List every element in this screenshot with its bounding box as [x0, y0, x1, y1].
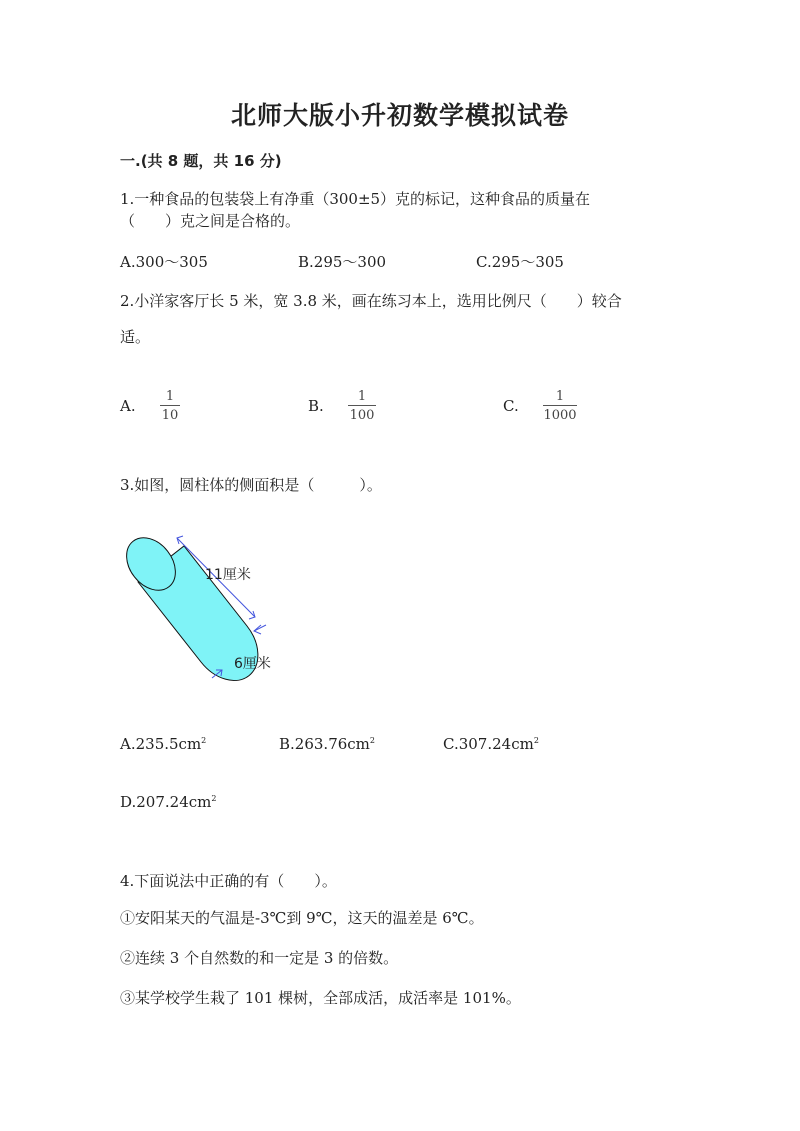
question-3-option-b: $B.263.76cm^2$	[279, 735, 375, 753]
cylinder-length-label: 11厘米	[205, 567, 251, 583]
question-1-text-line2: （ ）克之间是合格的。	[120, 212, 301, 230]
fraction-bar	[160, 405, 180, 406]
fraction-denominator: 10	[161, 408, 179, 423]
question-2-text-line2: 适。	[120, 328, 151, 346]
question-2-option-c-fraction	[543, 389, 577, 423]
question-1-option-c: C.295～305	[476, 253, 564, 271]
fraction-numerator: 1	[555, 389, 565, 404]
fraction-denominator: 100	[349, 408, 375, 423]
question-4-statement-3: ③某学校学生栽了 101 棵树，全部成活，成活率是 101%。	[120, 989, 521, 1007]
question-4-text: 4.下面说法中正确的有（ ）。	[120, 872, 337, 890]
question-3-option-d: $D.207.24cm^2$	[120, 793, 217, 811]
question-3-option-a: $A.235.5cm^2$	[120, 735, 207, 753]
question-2-option-b-fraction	[348, 389, 376, 423]
question-2-option-a-fraction	[160, 389, 180, 423]
question-2-text-line1: 2.小洋家客厅长 5 米，宽 3.8 米，画在练习本上，选用比例尺（ ）较合	[120, 292, 622, 310]
question-4-statement-2: ②连续 3 个自然数的和一定是 3 的倍数。	[120, 949, 399, 967]
question-4-statement-1: ①安阳某天的气温是-3℃到 9℃，这天的温差是 6℃。	[120, 909, 484, 927]
question-1-option-b: B.295～300	[298, 253, 387, 271]
question-1-text-line1: 1.一种食品的包装袋上有净重（300±5）克的标记，这种食品的质量在	[120, 190, 591, 208]
fraction-numerator: 1	[357, 389, 367, 404]
fraction-bar	[543, 405, 577, 406]
question-2-option-b-label: B.	[308, 397, 324, 415]
cylinder-diameter-label: 6厘米	[234, 656, 271, 672]
fraction-numerator: 1	[165, 389, 175, 404]
question-2-option-c-label: C.	[503, 397, 519, 415]
fraction-denominator: 1000	[543, 408, 577, 423]
fraction-bar	[348, 405, 376, 406]
question-3-text: 3.如图，圆柱体的侧面积是（ ）。	[120, 476, 382, 494]
page-title: 北师大版小升初数学模拟试卷	[230, 101, 569, 130]
question-2-option-a-label: A.	[120, 397, 136, 415]
section-heading: 一.(共 8 题，共 16 分)	[120, 152, 282, 170]
question-3-option-c: $C.307.24cm^2$	[443, 735, 539, 753]
question-1-option-a: A.300～305	[120, 253, 208, 271]
